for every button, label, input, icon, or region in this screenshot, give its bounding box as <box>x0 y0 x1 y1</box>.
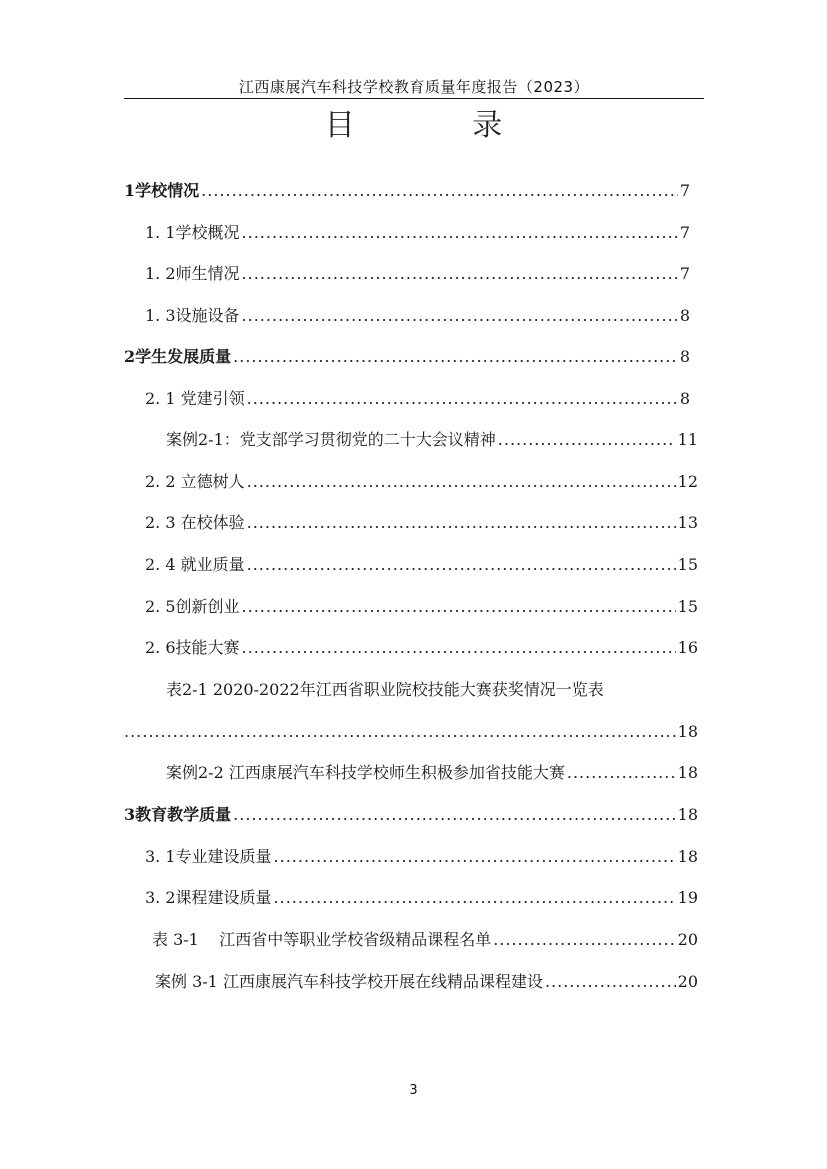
toc-entry-page: 13 <box>677 513 698 532</box>
toc-entry-page: 11 <box>677 430 698 449</box>
toc-entry-page: 7 <box>679 223 690 242</box>
toc-leader-dots <box>498 429 676 451</box>
toc-entry-label: 2. 1 党建引领 <box>145 389 245 408</box>
toc-leader-dots <box>247 471 676 493</box>
toc-entry-page: 20 <box>677 930 698 949</box>
toc-entry[interactable] <box>145 554 698 576</box>
toc-entry-label: 2学生发展质量 <box>124 347 232 366</box>
toc-entry-label: 1. 3设施设备 <box>145 306 240 325</box>
toc-entry-label: 2. 3 在校体验 <box>145 513 245 532</box>
toc-entry[interactable] <box>145 222 690 244</box>
toc-entry-page: 19 <box>677 888 698 907</box>
toc-entry[interactable] <box>145 512 698 534</box>
toc-entry[interactable] <box>145 471 698 493</box>
toc-leader-dots <box>233 804 676 826</box>
toc-entry-label: 案例2-1：党支部学习贯彻党的二十大会议精神 <box>166 430 496 449</box>
toc-entry-page: 8 <box>679 347 690 366</box>
toc-entry[interactable] <box>124 346 690 368</box>
toc-entry-page: 15 <box>677 597 698 616</box>
toc-entry[interactable] <box>145 596 698 618</box>
toc-entry-label: 表 3-1 江西省中等职业学校省级精品课程名单 <box>152 930 492 949</box>
toc-entry-label: 1学校情况 <box>124 181 200 200</box>
toc-entry[interactable] <box>124 180 690 202</box>
toc-entry-page: 18 <box>677 847 698 866</box>
toc-leader-dots <box>201 180 678 202</box>
toc-entry-page: 16 <box>677 638 698 657</box>
toc-entry-page: 8 <box>679 306 690 325</box>
toc-entry-page: 18 <box>677 763 698 782</box>
toc-leader-dots <box>545 971 676 993</box>
toc-entry[interactable] <box>145 305 690 327</box>
toc-entry-page: 18 <box>677 805 698 824</box>
toc-leader-dots <box>242 305 678 327</box>
toc-entry[interactable] <box>124 804 698 826</box>
running-header: 江西康展汽车科技学校教育质量年度报告（2023） <box>238 78 590 96</box>
toc-entry-label: 2. 2 立德树人 <box>145 472 245 491</box>
toc-entry-label: 2. 5创新创业 <box>145 597 240 616</box>
toc-entry-page: 12 <box>677 472 698 491</box>
toc-leader-dots <box>274 887 676 909</box>
toc-leader-dots <box>233 346 678 368</box>
toc-entry-page: 20 <box>677 972 698 991</box>
toc-leader-dots <box>247 554 676 576</box>
toc-entry-label: 2. 6技能大赛 <box>145 638 240 657</box>
toc-leader-dots <box>247 388 678 410</box>
toc-entry-label: 1. 1学校概况 <box>145 223 240 242</box>
toc-entry-label: 3. 2课程建设质量 <box>145 888 272 907</box>
toc-leader-dots <box>493 929 675 951</box>
toc-leader-dots <box>242 222 678 244</box>
toc-entry[interactable] <box>145 388 690 410</box>
toc-entry-page: 15 <box>677 555 698 574</box>
page-number: 3 <box>409 1083 418 1098</box>
toc-entry-page: 7 <box>679 264 690 283</box>
header-rule <box>124 98 704 99</box>
toc-leader-dots <box>274 846 676 868</box>
toc-entry-label: 3教育教学质量 <box>124 805 232 824</box>
toc-entry-label: 1. 2师生情况 <box>145 264 240 283</box>
toc-leader-dots <box>242 596 676 618</box>
toc-entry-label: 3. 1专业建设质量 <box>145 847 272 866</box>
toc-entry[interactable] <box>152 929 698 951</box>
toc-leader-dots <box>242 263 678 285</box>
toc-entry[interactable] <box>145 846 698 868</box>
toc-entry-page: 18 <box>677 722 698 741</box>
toc-leader-dots <box>124 721 676 743</box>
toc-entry-label: 案例2-2 江西康展汽车科技学校师生积极参加省技能大赛 <box>166 763 565 782</box>
toc-title: 目 录 <box>324 108 557 143</box>
toc-entry-label[interactable]: 表2-1 2020-2022年江西省职业院校技能大赛获奖情况一览表 <box>166 680 604 699</box>
toc-entry[interactable] <box>145 263 690 285</box>
toc-entry-page: 8 <box>679 389 690 408</box>
toc-leader-dots <box>247 512 676 534</box>
toc-entry[interactable] <box>145 887 698 909</box>
toc-entry-page: 7 <box>679 181 690 200</box>
toc-leader-dots <box>567 762 676 784</box>
toc-entry[interactable] <box>145 637 698 659</box>
toc-entry[interactable] <box>155 971 698 993</box>
toc-leader-dots <box>242 637 676 659</box>
toc-entry[interactable] <box>124 721 698 743</box>
toc-entry[interactable] <box>166 429 698 451</box>
toc-entry-label: 案例 3-1 江西康展汽车科技学校开展在线精品课程建设 <box>155 972 543 991</box>
toc-entry[interactable] <box>166 762 698 784</box>
toc-entry-label: 2. 4 就业质量 <box>145 555 245 574</box>
